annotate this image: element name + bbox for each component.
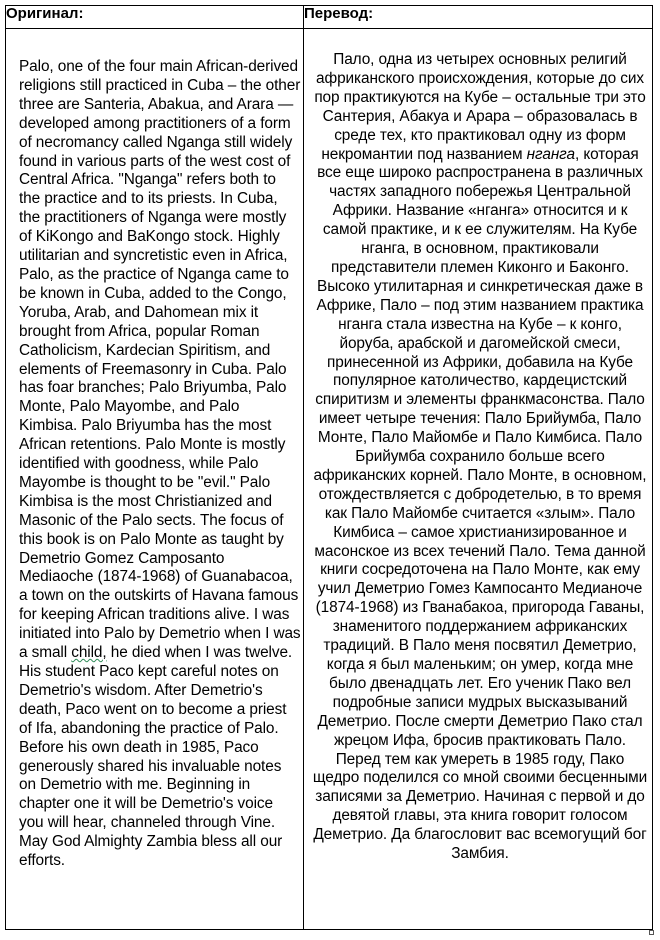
translation-text-part-2: , которая все еще широко распространена в различных частях западного побережья Центральной Африки. Название «нганга» относится и к самой практике, и к ее служителям. На Кубе нганга, в основном, практиковали представители племен Киконго и Баконго. Высоко утилитарная и синкретическая даже в Африке, Пало – под этим названием практика нганга стала известна на Кубе – к конго, йоруба, арабской и дагомейской смеси, принесенной из Африки, добавила на Кубе популярное католичество, кардецистский спиритизм и элементы франкмасонства. Пало имеет четыре течения: Пало Брийумба, Пало Монте, Пало Майомбе и Пало Кимбиса. Пало Брийумба сохранило больше всего африканских корней. Пало Монте, в основном, отождествляется с добродетелью, в то время как Пало Майомбе считается «злым». Пало Кимбиса – самое христианизированное и масонское из всех течений Пало. Тема данной книги сосредоточена на Пало Монте, как ему учил Деметрио Гомез Кампосанто Медианоче (1874-1968) из Гванабакоа, пригорода Гаваны, знаменитого поддержанием африканских традиций. В Пало меня посвятил Деметрио, когда я был маленьким; он умер, когда мне было двенадцать лет. Его ученик Пако вел подробные записи мудрых высказываний Деметрио. После смерти Деметрио Пако стал жрецом Ифа, бросив практиковать Пало. Перед тем как умереть в 1985 году, Пако щедро поделился со мной своими бесценными записями за Деметрио. Начиная с первой и до девятой главы, эта книга говорит голосом Деметрио. Да благословит вас всемогущий бог Замбия. — [312, 145, 648, 863]
header-original: Оригинал: — [6, 6, 304, 29]
translation-italic-term: нганга — [526, 145, 575, 163]
spellcheck-flagged-word: child, — [71, 644, 107, 662]
translation-text-part-1: Пало, одна из четырех основных религий африканского происхождения, которые до сих пор практикуются на Кубе – остальные три это Сантерия, Абакуа и Арара – образовалась в среде тех, кто практиковал одну из форм некромантии под названием — [314, 51, 646, 163]
table-resize-handle[interactable] — [649, 930, 654, 935]
original-cell — [6, 29, 304, 930]
content-row — [6, 29, 653, 930]
translation-text — [311, 51, 649, 864]
original-text — [19, 58, 301, 871]
translation-table — [5, 5, 653, 930]
translation-cell — [304, 29, 653, 930]
header-translation: Перевод: — [304, 6, 653, 29]
original-text-part-1: Palo, one of the four main African-derived religions still practiced in Cuba – the other three are Santeria, Abakua, and Arara — developed among practitioners of a form of necromancy called Nganga still widely found in various parts of the west cost of Central Africa. "Nganga" refers both to the practice and to its priests. In Cuba, the practitioners of Nganga were mostly of KiKongo and BaKongo stock. Highly utilitarian and syncretistic even in Africa, Palo, as the practice of Nganga came to be known in Cuba, added to the Congo, Yoruba, Arab, and Dahomean mix it brought from Africa, popular Roman Catholicism, Kardecian Spiritism, and elements of Freemasonry in Cuba. Palo has foar branches; Palo Briyumba, Palo Monte, Palo Mayombe, and Palo Kimbisa. Palo Briyumba has the most African retentions. Palo Monte is mostly identified with goodness, while Palo Mayombe is thought to be "evil." Palo Kimbisa is the most Christianized and Masonic of the Palo sects. The focus of this book is on Palo Monte as taught by Demetrio Gomez Camposanto Mediaoche (1874-1968) of Guanabacoa, a town on the outskirts of Havana famous for keeping African traditions alive. I was initiated into Palo by Demetrio when I was a small — [19, 58, 301, 662]
header-row — [6, 6, 653, 29]
original-text-part-2: he died when I was twelve. His student Paco kept careful notes on Demetrio's wisdom. After Demetrio's death, Paco went on to become a priest of Ifa, abandoning the practice of Palo. Before his own death in 1985, Paco generously shared his invaluable notes on Demetrio with me. Beginning in chapter one it will be Demetrio's voice you will hear, channeled through Vine. May God Almighty Zambia bless all our efforts. — [19, 644, 293, 870]
